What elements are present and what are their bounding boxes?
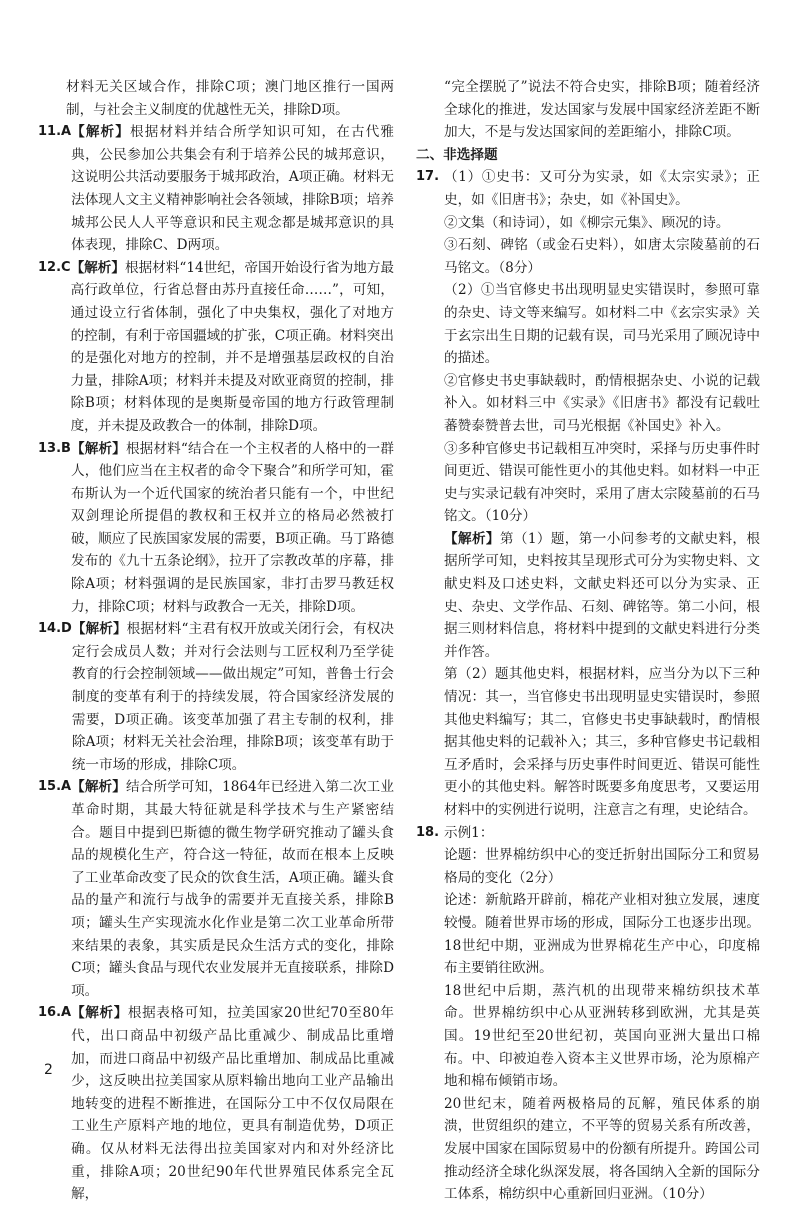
answer-item-16 [38,1002,394,1205]
answer-line: ②文集（和诗词），如《柳宗元集》、顾况的诗。 [444,214,730,231]
analysis-tag: 【解析】 [444,530,500,547]
answer-item-17 [416,166,760,821]
answer-line: 示例1： [444,824,494,841]
answer-item-12 [38,257,394,438]
answer-line: ③石刻、碑铭（或金石史料），如唐太宗陵墓前的石马铭文。（8分） [444,237,760,276]
analysis-tag: 【解析】 [70,259,125,276]
answer-line: （2）①当官修史书出现明显史实错误时，参照可靠的杂史、诗文等来编写。如材料二中《玄宗实录》关于玄宗出生日期的记载有误，司马光采用了顾况诗中的描述。 [444,282,760,367]
answer-line: 论述：新航路开辟前，棉花产业相对独立发展，速度较慢。随着世界市场的形成，国际分工也逐步出现。18世纪中期，亚洲成为世界棉花生产中心，印度棉布主要销往欧洲。 [444,892,760,977]
item-number: 12.C [38,259,71,275]
item-text: 【解析】结合所学可知，1864年已经进入第二次工业革命时期，其最大特征就是科学技术与生产紧密结合。题目中提到巴斯德的微生物学研究推动了罐头食品的规模化生产，符合这一特征，故而在根本上反映了工业革命改变了民众的饮食生活，A项正确。罐头食品的量产和流行与战争的需要并无直接关系，排除B项；罐头生产实现流水化作业是第二次工业革命所带来结果的表象，其实质是民众生活方式的变化，排除C项；罐头食品与现代农业发展并无直接联系，排除D项。 [71,779,395,999]
answer-item-18 [416,822,760,1206]
answer-item-11 [38,121,394,257]
item-number: 15.A [38,779,72,795]
answer-item-13 [38,438,394,619]
analysis-paragraph: 第（2）题其他史料，根据材料，应当分为以下三种情况：其一，当官修史书出现明显史实错误时，参照其他史料编写；其二，官修史书史事缺载时，酌情根据其他史料的记载补入；其三，多种官修史书记载相互矛盾时，会采择与历史事件时间更近、错误可能性更小的其他史料。解答时既要多角度思考，又要运用材料中的实例进行说明，注意言之有理，史论结合。 [444,666,760,818]
right-column [416,76,760,1206]
continued-text: 材料无关区域合作，排除C项；澳门地区推行一国两制，与社会主义制度的优越性无关，排除D项。 [66,79,394,118]
answer-line: （1）①史书：又可分为实录，如《太宗实录》；正史，如《旧唐书》；杂史，如《补国史》。 [444,169,760,208]
answer-line: 18世纪中后期，蒸汽机的出现带来棉纺织技术革命。世界棉纺织中心从亚洲转移到欧洲，尤其是英国。19世纪至20世纪初，英国向亚洲大量出口棉布。中、印被迫卷入资本主义世界市场，沦为原棉产地和棉布倾销市场。 [444,982,760,1090]
page-number: 2 [44,1062,53,1078]
left-column [38,76,394,1206]
analysis-tag: 【解析】 [71,1005,128,1022]
item-body [444,822,760,1206]
answer-line: ③多种官修史书记载相互冲突时，采择与历史事件时间更近、错误可能性更小的其他史料。如材料一中正史与实录记载有冲突时，采用了唐太宗陵墓前的石马铭文。（10分） [444,440,760,525]
item-number: 11.A [38,124,72,140]
item-number: 18. [416,824,440,840]
answer-line: 20世纪末，随着两极格局的瓦解，殖民体系的崩溃，世贸组织的建立，不平等的贸易关系有所改善，发展中国家在国际贸易中的份额有所提升。跨国公司推动经济全球化纵深发展，将各国纳入全新的国际分工体系，棉纺织中心重新回归亚洲。（10分） [444,1095,760,1203]
analysis-tag: 【解析】 [71,779,127,796]
analysis-tag: 【解析】 [71,621,127,638]
item-body [444,166,760,821]
item-number: 17. [416,169,440,185]
answer-item-14 [38,618,394,776]
answer-line: 论题：世界棉纺织中心的变迁折射出国际分工和贸易格局的变化（2分） [444,847,760,886]
item-text: 【解析】根据材料并结合所学知识可知，在古代雅典，公民参加公共集会有利于培养公民的城邦意识，这说明公共活动要服务于城邦政治，A项正确。材料无法体现人文主义精神影响社会各领域，排除B项；培养城邦公民人人平等意识和民主观念都是城邦意识的具体表现，排除C、D两项。 [71,124,395,254]
answer-item-15 [38,776,394,1002]
item-text: 【解析】根据材料“14世纪，帝国开始设行省为地方最高行政单位，行省总督由苏丹直接任命……”，可知，通过设立行省体制，强化了中央集权，强化了对地方的控制，有利于帝国疆域的扩张，C项正确。材料突出的是强化对地方的控制，并不是增强基层政权的自治力量，排除A项；材料并未提及对欧亚商贸的控制，排除B项；材料体现的是奥斯曼帝国的地方行政管理制度，并未提及政教合一的体制，排除D项。 [70,259,395,434]
item-number: 14.D [38,621,72,637]
continued-text: “完全摆脱了”说法不符合史实，排除B项；随着经济全球化的推进，发达国家与发展中国家经济差距不断加大，不是与发达国家间的差距缩小，排除C项。 [444,79,760,141]
section-heading: 二、非选择题 [416,146,498,163]
answer-line: ②官修史书史事缺载时，酌情根据杂史、小说的记载补入。如材料三中《实录》《旧唐书》都没有记载吐蕃赞泰赞普去世，司马光根据《补国史》补入。 [444,372,760,434]
analysis-tag: 【解析】 [71,124,131,141]
item-text: 【解析】根据材料“主君有权开放或关闭行会，有权决定行会成员人数；并对行会法则与工匠权利乃至学徒教育的行会控制领域——做出规定”可知，普鲁士行会制度的变革有利于的持续发展，符合国家经济发展的需要，D项正确。该变革加强了君主专制的权利，排除A项；材料无关社会治理，排除B项；该变革有助于统一市场的形成，排除C项。 [71,621,395,773]
item-text: 【解析】根据材料“结合在一个主权者的人格中的一群人，他们应当在主权者的命令下聚合”和所学可知，霍布斯认为一个近代国家的统治者只能有一个，中世纪双剑理论所提倡的教权和王权并立的格局必然被打破，顺应了民族国家发展的需要，B项正确。马丁路德发布的《九十五条论纲》，拉开了宗教改革的序幕，排除A项；材料强调的是民族国家，非打击罗马教廷权力，排除C项；材料与政教合一无关，排除D项。 [70,440,395,615]
item-number: 16.A [38,1005,72,1021]
analysis-paragraph: 【解析】第（1）题，第一小问参考的文献史料，根据所学可知，史料按其呈现形式可分为实物史料、文献史料及口述史料，文献史料还可以分为实录、正史、杂史、文学作品、石刻、碑铭等。第二小问，根据三则材料信息，将材料中提到的文献史料进行分类并作答。 [444,530,761,660]
analysis-tag: 【解析】 [70,440,126,457]
item-number: 13.B [38,440,71,456]
item-text: 【解析】根据表格可知，拉美国家20世纪70至80年代，出口商品中初级产品比重减少、制成品比重增加，而进口商品中初级产品比重增加、制成品比重减少，这反映出拉美国家从原料输出地向工业产品输出地转变的进程不断推进，在国际分工中不仅仅局限在工业生产原料产地的地位，更具有制造优势，D项正确。仅从材料无法得出拉美国家对内和对外经济比重，排除A项；20世纪90年代世界殖民体系完全瓦解， [71,1005,395,1203]
